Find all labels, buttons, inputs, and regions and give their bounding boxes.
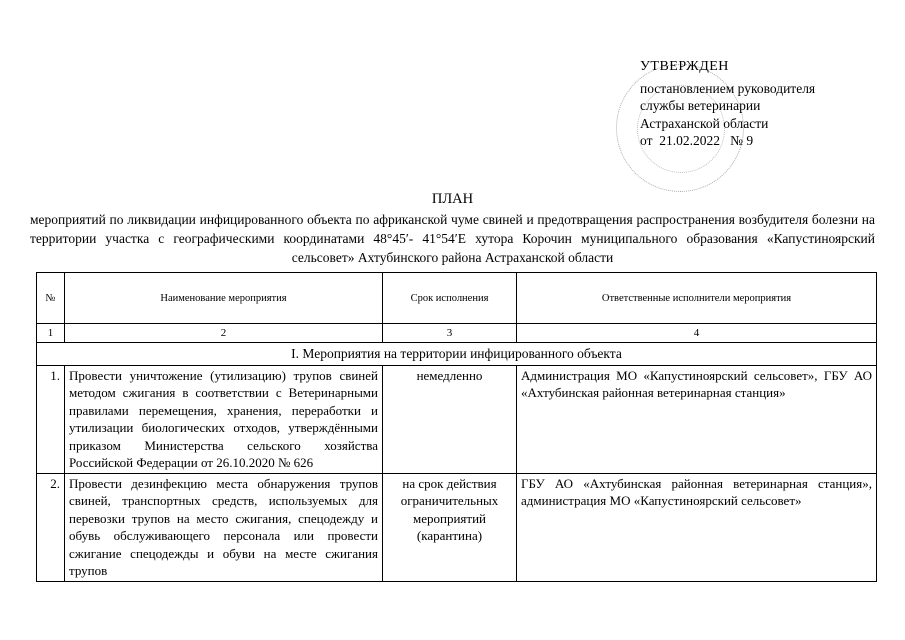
section-title: I. Мероприятия на территории инфицированного объекта <box>37 343 877 366</box>
measure-name: Провести дезинфекцию места обнаружения трупов свиней, транспортных средств, используемых для перевозки трупов на место сжигания, спецодежду и обувь обслуживающего персонала или провести сжигание спецодежды и обуви на месте сжигания трупов <box>65 473 383 581</box>
table-header-row <box>37 273 877 324</box>
column-number: 1 <box>37 324 65 343</box>
measure-term: на срок действия ограничительных мероприятий (карантина) <box>383 473 517 581</box>
approval-line: постановлением руководителя <box>640 80 816 96</box>
approval-line: службы ветеринарии <box>640 98 761 113</box>
plan-heading: ПЛАН <box>431 191 474 207</box>
row-number: 1. <box>37 365 65 473</box>
table-row <box>37 473 877 581</box>
measure-responsible: ГБУ АО «Ахтубинская районная ветеринарная станция», администрация МО «Капустиноярский сельсовет» <box>517 473 877 581</box>
row-number: 2. <box>37 473 65 581</box>
column-number: 4 <box>517 324 877 343</box>
header-name: Наименование мероприятия <box>65 273 383 324</box>
header-responsible: Ответственные исполнители мероприятия <box>517 273 877 324</box>
measure-responsible: Администрация МО «Капустиноярский сельсовет», ГБУ АО «Ахтубинская районная ветеринарная станция» <box>517 365 877 473</box>
section-row <box>37 343 877 366</box>
measures-table <box>36 272 877 582</box>
approval-block <box>640 58 815 150</box>
column-number: 2 <box>65 324 383 343</box>
header-number: № <box>37 273 65 324</box>
approval-line: Астраханской области <box>640 115 769 131</box>
approval-date: от 21.02.2022 № 9 <box>640 133 754 148</box>
measure-term: немедленно <box>383 365 517 473</box>
column-number: 3 <box>383 324 517 343</box>
approval-heading: УТВЕРЖДЕН <box>640 59 729 74</box>
table-row <box>37 365 877 473</box>
header-term: Срок исполнения <box>383 273 517 324</box>
plan-description: мероприятий по ликвидации инфицированного объекта по африканской чуме свиней и предотвращения распространения возбудителя болезни на территории участка с географическими координатами 48°45′- 41°54′E хутора Корочин муниципального образования «Капустиноярский сельсовет» Ахтубинского района Астраханской области <box>30 212 875 265</box>
column-number-row <box>37 324 877 343</box>
measure-name: Провести уничтожение (утилизацию) трупов свиней методом сжигания в соответствии с Ветеринарными правилами перемещения, хранения, переработки и утилизации биологических отходов, утверждёнными приказом Министерства сельского хозяйства Российской Федерации от 26.10.2020 № 626 <box>65 365 383 473</box>
document-title <box>30 190 875 267</box>
